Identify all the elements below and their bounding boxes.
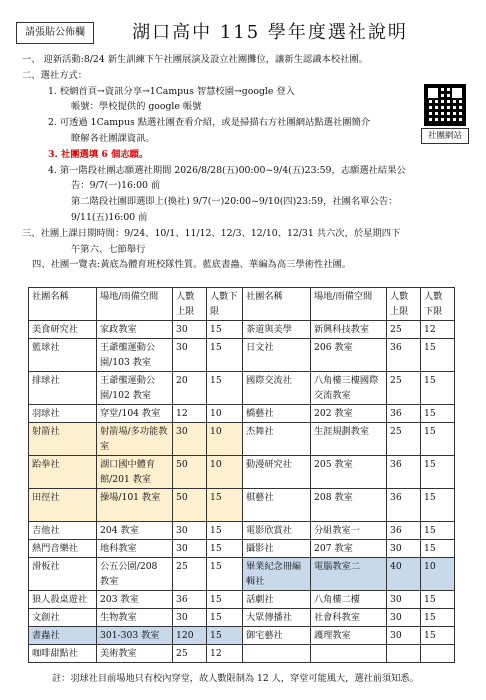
table-cell: 電影欣賞社 [243, 522, 311, 540]
table-row [29, 339, 455, 372]
table-cell: 15 [207, 489, 243, 522]
line-10: 第二階段社團即選即上(換社) 9/7(一)20:00~9/10(四)23:59，社團名單公告： [71, 196, 398, 208]
table-cell: 12 [207, 645, 243, 663]
table-cell: 10 [207, 456, 243, 489]
table-cell: 生物教室 [97, 609, 173, 627]
table-cell [421, 645, 455, 663]
table-cell: 話劇社 [243, 591, 311, 609]
table-cell: 30 [387, 540, 421, 558]
header-cell: 社團名稱 [29, 288, 97, 321]
table-cell: 40 [387, 558, 421, 591]
table-cell: 王爺壟運動公園/102 教室 [97, 372, 173, 405]
table-cell: 社會科教室 [311, 609, 387, 627]
table-cell: 文創社 [29, 609, 97, 627]
table-cell: 15 [421, 456, 455, 489]
table-cell: 15 [421, 372, 455, 405]
line-9: 告：9/7(一)16:00 前 [71, 180, 161, 192]
table-cell: 咖啡甜點社 [29, 645, 97, 663]
table-cell: 30 [387, 609, 421, 627]
table-cell: 橋藝社 [243, 405, 311, 423]
line-6: 瞭解各社團課資訊。 [71, 132, 155, 144]
table-row [29, 489, 455, 522]
table-row [29, 372, 455, 405]
table-row [29, 456, 455, 489]
table-cell: 36 [387, 456, 421, 489]
table-cell: 36 [387, 522, 421, 540]
table-cell: 熱門音樂社 [29, 540, 97, 558]
table-cell: 杰舞社 [243, 423, 311, 456]
table-row [29, 522, 455, 540]
line-12: 三、社團上課日期時間：9/24、10/1、11/12、12/3、12/10、12/31 共六次，於星期四下 [22, 227, 401, 239]
table-cell: 10 [207, 423, 243, 456]
table-cell: 15 [207, 540, 243, 558]
table-cell: 新興科技教室 [311, 321, 387, 339]
header-cell: 場地/雨備空間 [97, 288, 173, 321]
header-cell: 社團名稱 [243, 288, 311, 321]
table-cell: 棋藝社 [243, 489, 311, 522]
header-cell: 人數下限 [421, 288, 455, 321]
table-row [29, 321, 455, 339]
table-cell: 205 教室 [311, 456, 387, 489]
table-row [29, 645, 455, 663]
table-cell: 美術教室 [97, 645, 173, 663]
table-cell: 15 [421, 405, 455, 423]
table-cell: 大眾傳播社 [243, 609, 311, 627]
table-cell: 15 [207, 339, 243, 372]
line-7: 3. 社團選填 6 個志願。 [48, 148, 149, 160]
table-cell: 國際交流社 [243, 372, 311, 405]
header-cell: 場地/雨備空間 [311, 288, 387, 321]
table-cell: 公五公園/208 教室 [97, 558, 173, 591]
table-cell: 15 [207, 558, 243, 591]
table-cell: 15 [207, 321, 243, 339]
table-cell: 御宅藝社 [243, 627, 311, 645]
table-row [29, 627, 455, 645]
table-cell: 202 教室 [311, 405, 387, 423]
page-title: 湖口高中 115 學年度選社說明 [132, 22, 408, 43]
table-cell: 日文社 [243, 339, 311, 372]
table-cell: 15 [207, 522, 243, 540]
header-cell: 人數下限 [207, 288, 243, 321]
table-cell: 湖口國中體育館/201 教室 [97, 456, 173, 489]
table-cell: 15 [421, 489, 455, 522]
table-cell: 206 教室 [311, 339, 387, 372]
table-cell: 120 [173, 627, 207, 645]
table-row [29, 423, 455, 456]
header-cell: 人數上限 [387, 288, 421, 321]
line-3: 1. 校網首頁→資訊分享→1Campus 智慧校園→google 登入 [48, 85, 295, 97]
line-8: 4. 第一階段社團志願選社期間 2026/8/28(五)00:00~9/4(五)23:59，志願選社結果公 [48, 164, 406, 176]
table-cell: 跆拳社 [29, 456, 97, 489]
table-cell: 護理教室 [311, 627, 387, 645]
table-cell: 八角樓三樓國際交流教室 [311, 372, 387, 405]
line-5: 2. 可透過 1Campus 點選社團查看介紹，或是掃描右方社團網站點選社團簡介 [48, 117, 371, 129]
table-cell: 20 [173, 372, 207, 405]
table-cell: 10 [207, 405, 243, 423]
table-cell: 電腦教室二 [311, 558, 387, 591]
table-cell: 生涯規劃教室 [311, 423, 387, 456]
table-cell: 15 [207, 591, 243, 609]
table-cell: 15 [421, 540, 455, 558]
table-cell: 30 [173, 321, 207, 339]
header-cell: 人數上限 [173, 288, 207, 321]
table-cell: 狼人殺桌遊社 [29, 591, 97, 609]
table-cell: 茶道與美學 [243, 321, 311, 339]
table-row [29, 609, 455, 627]
table-cell: 穿堂/104 教室 [97, 405, 173, 423]
table-cell: 30 [173, 609, 207, 627]
table-cell: 203 教室 [97, 591, 173, 609]
table-cell [387, 645, 421, 663]
table-cell: 30 [173, 522, 207, 540]
table-cell: 15 [207, 609, 243, 627]
table-cell: 12 [421, 321, 455, 339]
table-cell: 50 [173, 456, 207, 489]
table-cell: 30 [173, 423, 207, 456]
table-cell: 50 [173, 489, 207, 522]
qr-label: 社團網站 [421, 128, 469, 144]
table-cell: 田徑社 [29, 489, 97, 522]
table-cell: 羽球社 [29, 405, 97, 423]
footnote: 註：羽球社目前場地只有校內穿堂，故人數限制為 12 人，穿堂可能風大，選社前須知悉。 [52, 673, 419, 684]
table-cell: 36 [387, 405, 421, 423]
qr-code[interactable] [424, 84, 466, 126]
table-cell: 25 [387, 321, 421, 339]
table-cell: 地科教室 [97, 540, 173, 558]
table-cell: 15 [421, 627, 455, 645]
table-cell: 15 [421, 339, 455, 372]
table-cell: 15 [421, 609, 455, 627]
table-cell: 15 [421, 423, 455, 456]
table-row [29, 405, 455, 423]
table-cell: 208 教室 [311, 489, 387, 522]
table-cell: 滑板社 [29, 558, 97, 591]
table-cell: 10 [421, 558, 455, 591]
table-cell: 15 [207, 372, 243, 405]
table-cell: 30 [387, 627, 421, 645]
instructions [22, 52, 422, 273]
line-2: 二、選社方式： [22, 69, 88, 81]
table-cell: 操場/101 教室 [97, 489, 173, 522]
table-cell: 30 [173, 339, 207, 372]
table-cell: 籃球社 [29, 339, 97, 372]
table-cell: 攝影社 [243, 540, 311, 558]
table-cell: 36 [173, 591, 207, 609]
line-1: 一、 迎新活動:8/24 新生訓練下午社團展演及設立社團攤位，讓新生認識本校社團。 [22, 54, 369, 65]
line-11: 9/11(五)16:00 前 [71, 211, 148, 223]
table-cell: 25 [173, 645, 207, 663]
table-cell: 排球社 [29, 372, 97, 405]
table-cell: 書蟲社 [29, 627, 97, 645]
table-cell: 射箭社 [29, 423, 97, 456]
line-13: 午第六、七節舉行 [71, 243, 146, 255]
table-cell: 分組教室一 [311, 522, 387, 540]
table-cell: 美食研究社 [29, 321, 97, 339]
table-cell: 301-303 教室 [97, 627, 173, 645]
table-row [29, 540, 455, 558]
table-cell: 25 [173, 558, 207, 591]
table-cell: 八角樓二樓 [311, 591, 387, 609]
table-cell: 動漫研究社 [243, 456, 311, 489]
table-cell: 12 [173, 405, 207, 423]
table-cell: 36 [387, 339, 421, 372]
line-14: 四、社團一覽表:黃底為體育班校隊性質。藍底書蟲、華編為高三學術性社團。 [32, 259, 352, 271]
table-cell: 家政教室 [97, 321, 173, 339]
table-cell: 30 [387, 591, 421, 609]
table-cell [243, 645, 311, 663]
table-header [29, 288, 455, 321]
table-cell: 王爺壟運動公園/103 教室 [97, 339, 173, 372]
table-cell: 15 [207, 627, 243, 645]
table-row [29, 558, 455, 591]
club-table [28, 287, 455, 663]
table-cell: 15 [421, 522, 455, 540]
table-row [29, 591, 455, 609]
table-cell: 畢業紀念冊編輯社 [243, 558, 311, 591]
table-cell: 204 教室 [97, 522, 173, 540]
table-cell: 207 教室 [311, 540, 387, 558]
table-cell: 吉他社 [29, 522, 97, 540]
table-cell: 36 [387, 489, 421, 522]
table-cell: 15 [421, 591, 455, 609]
table-cell: 30 [173, 540, 207, 558]
table-cell: 射箭場/多功能教室 [97, 423, 173, 456]
bulletin-tag: 請張貼公佈欄 [16, 22, 94, 44]
table-cell: 25 [387, 423, 421, 456]
table-cell [311, 645, 387, 663]
table-cell: 25 [387, 372, 421, 405]
line-4: 帳號：學校提供的 google 帳號 [71, 101, 202, 113]
